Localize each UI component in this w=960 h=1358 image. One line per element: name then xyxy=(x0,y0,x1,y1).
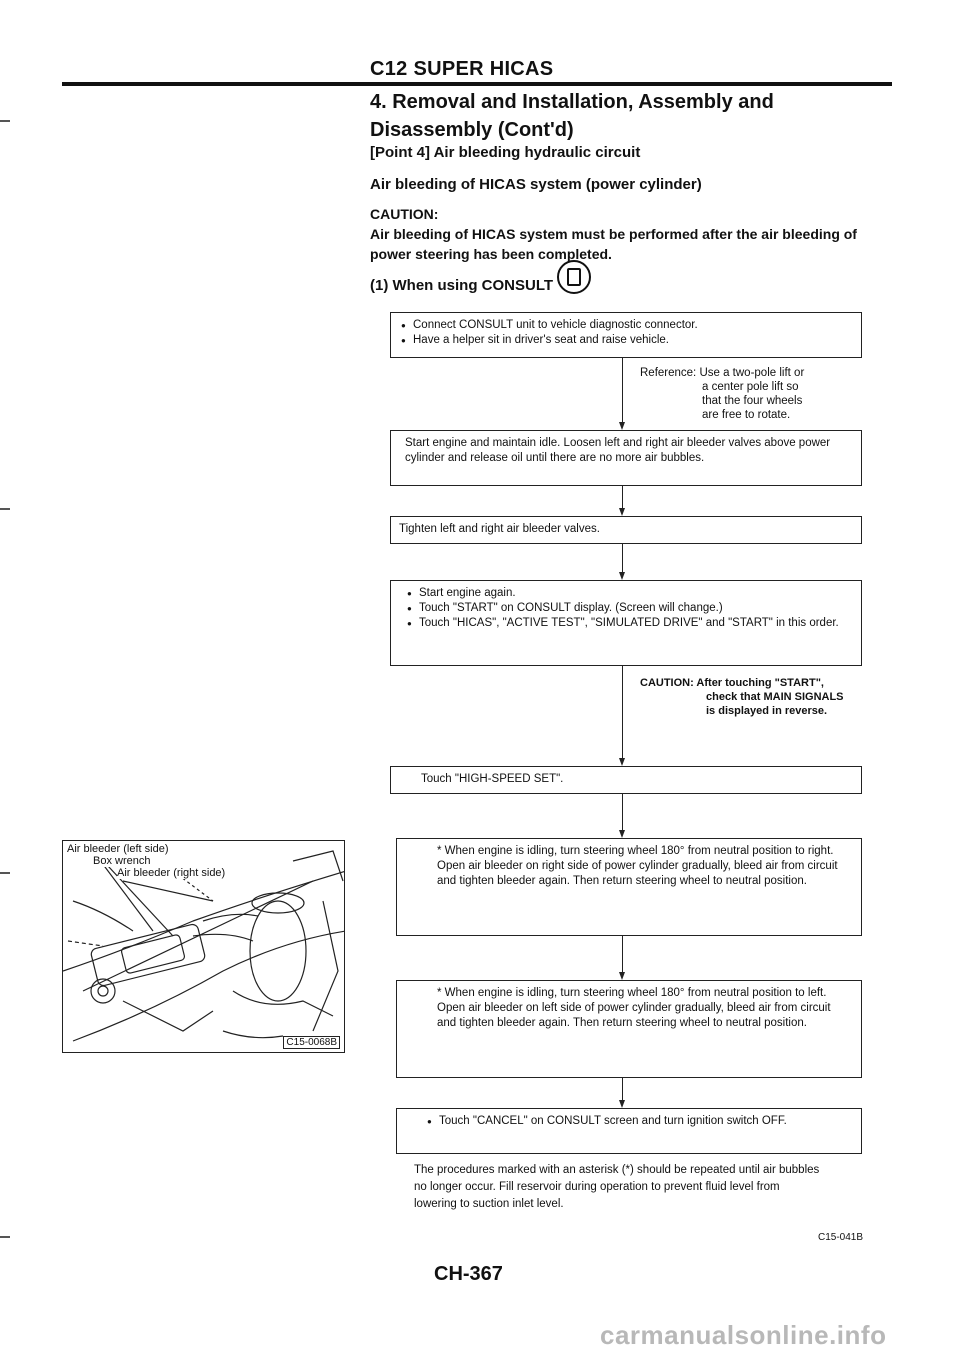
flow-item: ● Touch "START" on CONSULT display. (Screen will change.) xyxy=(405,601,853,616)
figure-label: Air bleeder (right side) xyxy=(117,867,226,879)
step-heading-text: (1) When using CONSULT xyxy=(370,276,554,294)
flow-arrow xyxy=(619,758,625,766)
reference-line: are free to rotate. xyxy=(702,409,791,421)
reference-note xyxy=(640,366,870,422)
flow-connector xyxy=(622,666,623,762)
air-bleeder-figure xyxy=(62,840,345,1053)
caution-note xyxy=(640,676,870,718)
flow-box-consult-display xyxy=(390,580,862,666)
flow-item: ● Start engine again. xyxy=(405,586,853,601)
flow-connector xyxy=(622,358,623,426)
step-heading xyxy=(370,268,591,302)
closing-text: The procedures marked with an asterisk (*) should be repeated until air bubbles no longer occur. Fill reservoir during operation to prevent fluid level from lowering to suction inlet level. xyxy=(414,1164,820,1210)
scan-mark xyxy=(0,1236,10,1238)
header-rule xyxy=(62,82,892,86)
caution-note-line: is displayed in reverse. xyxy=(706,705,828,717)
flow-arrow xyxy=(619,572,625,580)
caution-note-line: check that MAIN SIGNALS xyxy=(706,691,844,703)
flow-box-connect xyxy=(390,312,862,358)
flow-box-tighten xyxy=(390,516,862,544)
flow-text: Touch "HIGH-SPEED SET". xyxy=(421,773,564,785)
flow-box-cancel xyxy=(396,1108,862,1154)
flow-text: * When engine is idling, turn steering wheel 180° from neutral position to right. Open air bleeder on right side of power cylinder gradually, bleed air from circuit and tighten bleeder again. Then return steering wheel to neutral position. xyxy=(437,845,838,887)
reference-line: a center pole lift so xyxy=(702,381,799,393)
flow-text: * When engine is idling, turn steering wheel 180° from neutral position to left. Open air bleeder on left side of power cylinder gradually, bleed air from circuit and tighten bleeder again. Then return steering wheel to neutral position. xyxy=(437,987,831,1029)
caution-label: CAUTION: xyxy=(370,206,439,222)
flow-arrow xyxy=(619,972,625,980)
scan-mark xyxy=(0,872,10,874)
flow-box-start-engine xyxy=(390,430,862,486)
flow-connector xyxy=(622,936,623,976)
flow-text: Tighten left and right air bleeder valves. xyxy=(399,523,600,535)
figure-code: C15-0068B xyxy=(283,1036,340,1049)
caution-text: Air bleeding of HICAS system must be performed after the air bleeding of power steering has been completed. xyxy=(370,226,857,262)
flow-item: ● Connect CONSULT unit to vehicle diagnostic connector. xyxy=(399,318,853,333)
page-number: CH-367 xyxy=(434,1263,503,1285)
flow-item: ● Touch "CANCEL" on CONSULT screen and turn ignition switch OFF. xyxy=(425,1114,841,1129)
scan-mark xyxy=(0,120,10,122)
consult-icon xyxy=(557,260,591,294)
scan-mark xyxy=(0,508,10,510)
flow-item: ● Touch "HICAS", "ACTIVE TEST", "SIMULATED DRIVE" and "START" in this order. xyxy=(405,616,853,631)
flow-connector xyxy=(622,794,623,834)
flow-text: Start engine and maintain idle. Loosen left and right air bleeder valves above power cylinder and release oil until there are no more air bubbles. xyxy=(405,437,831,464)
watermark: carmanualsonline.info xyxy=(600,1320,887,1350)
flow-item: ● Have a helper sit in driver's seat and raise vehicle. xyxy=(399,333,853,348)
flow-arrow xyxy=(619,1100,625,1108)
flow-arrow xyxy=(619,422,625,430)
section-title: C12 SUPER HICAS xyxy=(370,58,554,80)
flow-arrow xyxy=(619,830,625,838)
caution-note-line: CAUTION: After touching "START", xyxy=(640,677,824,689)
flow-box-right-bleed xyxy=(396,838,862,936)
flow-box-high-speed xyxy=(390,766,862,794)
page-title: 4. Removal and Installation, Assembly and Disassembly (Cont'd) xyxy=(370,91,774,141)
figure-label: Box wrench xyxy=(93,855,151,867)
point-heading: [Point 4] Air bleeding hydraulic circuit xyxy=(370,144,641,161)
subtitle: Air bleeding of HICAS system (power cylinder) xyxy=(370,176,702,193)
flow-arrow xyxy=(619,508,625,516)
reference-line: Reference: Use a two-pole lift or xyxy=(640,367,805,379)
flow-box-left-bleed xyxy=(396,980,862,1078)
reference-line: that the four wheels xyxy=(702,395,803,407)
figure-label: Air bleeder (left side) xyxy=(67,843,169,855)
diagram-code: C15-041B xyxy=(818,1232,864,1243)
